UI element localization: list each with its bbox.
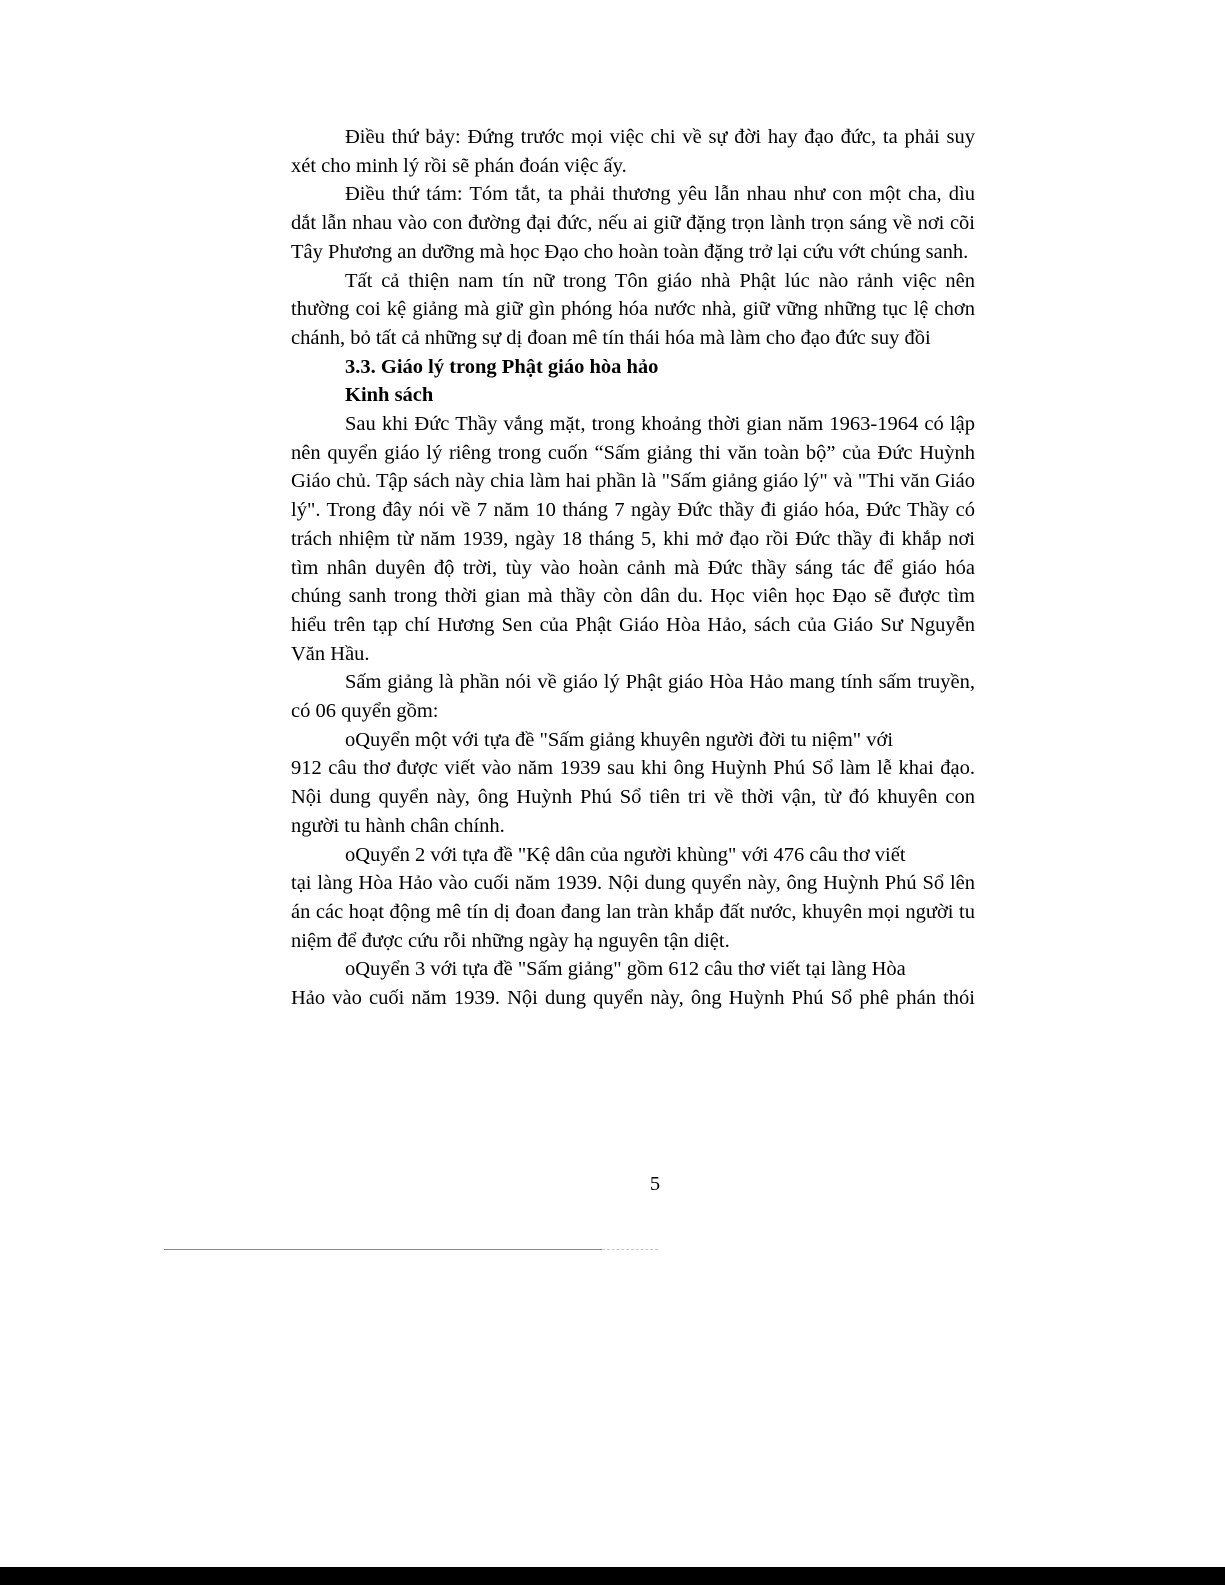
footer-divider-faint (602, 1249, 658, 1250)
list-item-first-line: oQuyển 3 với tựa đề "Sấm giảng" gồm 612 câu thơ viết tại làng Hòa (345, 958, 906, 981)
page-number: 5 (649, 1173, 661, 1195)
subsection-heading: Kinh sách (345, 384, 434, 407)
bottom-edge-bar (0, 1567, 1225, 1585)
paragraph-sam-giang: Sấm giảng là phần nói về giáo lý Phật giáo Hòa Hảo mang tính sấm truyền, có 06 quyển gồm: (291, 671, 975, 723)
list-item (291, 726, 975, 841)
list-item-continuation: tại làng Hòa Hảo vào cuối năm 1939. Nội dung quyển này, ông Huỳnh Phú Sổ lên án các hoạt động mê tín dị đoan đang lan tràn khắp đất nước, khuyên mọi người tu niệm để được cứu rỗi những ngày hạ nguyên tận diệt. (291, 872, 975, 952)
list-item (291, 955, 975, 1012)
paragraph-tat-ca-thien-nam: Tất cả thiện nam tín nữ trong Tôn giáo nhà Phật lúc nào rảnh việc nên thường coi kệ giảng mà giữ gìn phóng hóa nước nhà, giữ vững những tục lệ chơn chánh, bỏ tất cả những sự dị đoan mê tín thái hóa mà làm cho đạo đức suy đồi (291, 269, 975, 349)
section-heading: 3.3. Giáo lý trong Phật giáo hòa hảo (345, 355, 659, 378)
paragraph-dieu-thu-bay: Điều thứ bảy: Đứng trước mọi việc chi về sự đời hay đạo đức, ta phải suy xét cho minh lý rồi sẽ phán đoán việc ấy. (291, 126, 975, 177)
list-item-continuation: Hảo vào cuối năm 1939. Nội dung quyển này, ông Huỳnh Phú Sổ phê phán thói (291, 987, 975, 1010)
paragraph-dieu-thu-tam: Điều thứ tám: Tóm tắt, ta phải thương yêu lẫn nhau như con một cha, dìu dắt lẫn nhau vào con đường đại đức, nếu ai giữ đặng trọn lành trọn sáng về nơi cõi Tây Phương an dưỡng mà học Đạo cho hoàn toàn đặng trở lại cứu vớt chúng sanh. (291, 183, 975, 263)
paragraph-sau-khi: Sau khi Đức Thầy vắng mặt, trong khoảng thời gian năm 1963-1964 có lập nên quyển giáo lý riêng trong cuốn “Sấm giảng thi văn toàn bộ” của Đức Huỳnh Giáo chủ. Tập sách này chia làm hai phần là "Sấm giảng giáo lý" và "Thi văn Giáo lý". Trong đây nói về 7 năm 10 tháng 7 ngày Đức thầy đi giáo hóa, Đức Thầy có trách nhiệm từ năm 1939, ngày 18 tháng 5, khi mở đạo rồi Đức thầy đi khắp nơi tìm nhân duyên độ trời, tùy vào hoàn cảnh mà Đức thầy sáng tác để giáo hóa chúng sanh trong thời gian mà thầy còn dân du. Học viên học Đạo sẽ được tìm hiểu trên tạp chí Hương Sen của Phật Giáo Hòa Hảo, sách của Giáo Sư Nguyễn Văn Hầu. (291, 413, 975, 665)
footer-divider (164, 1249, 602, 1250)
list-item-continuation: 912 câu thơ được viết vào năm 1939 sau khi ông Huỳnh Phú Sổ làm lễ khai đạo. Nội dung quyển này, ông Huỳnh Phú Sổ tiên tri về thời vận, từ đó khuyên con người tu hành chân chính. (291, 757, 975, 837)
list-item (291, 841, 975, 956)
list-item-first-line: oQuyển một với tựa đề "Sấm giảng khuyên người đời tu niệm" với (345, 728, 894, 751)
document-body (291, 123, 975, 1013)
list-item-first-line: oQuyển 2 với tựa đề "Kệ dân của người khùng" với 476 câu thơ viết (345, 843, 906, 866)
